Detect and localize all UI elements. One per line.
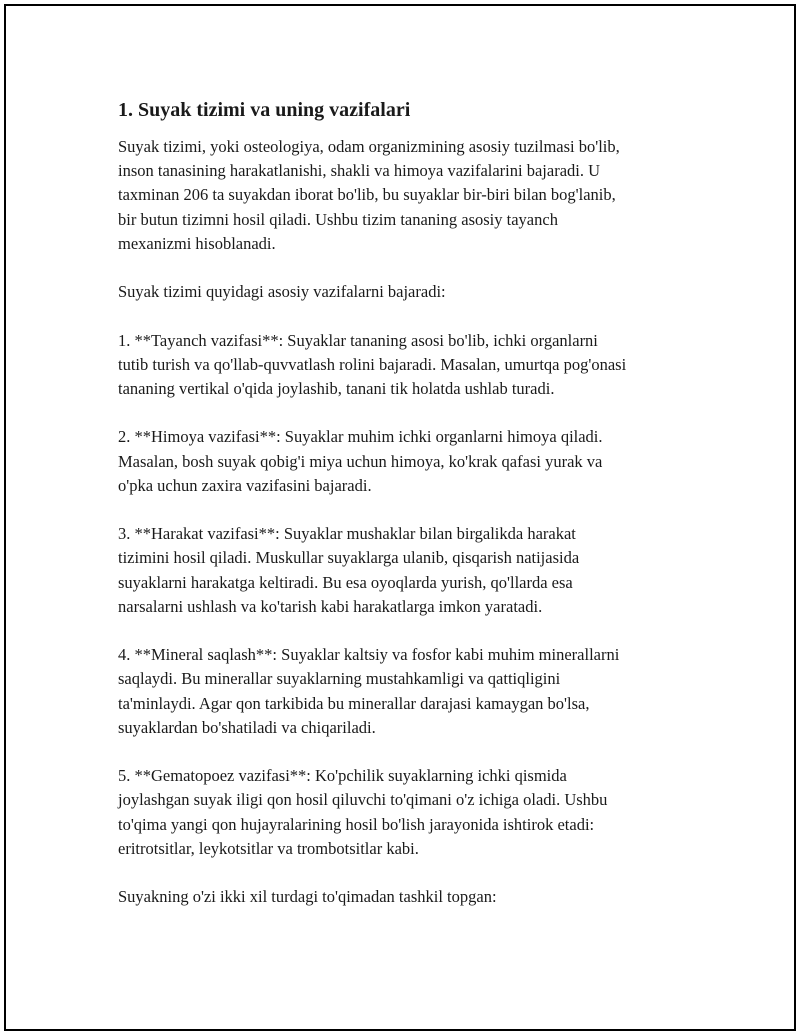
function-item-support: 1. **Tayanch vazifasi**: Suyaklar tananing asosi bo'lib, ichki organlarni tutib turish va qo'llab-quvvatlash rolini bajaradi. Masalan, umurtqa pog'onasi tananing vertikal o'qida joylashib, tanani tik holatda ushlab turadi. (118, 330, 627, 398)
intro-paragraph: Suyak tizimi, yoki osteologiya, odam organizmining asosiy tuzilmasi bo'lib, inson tanasining harakatlanishi, shakli va himoya vazifalarini bajaradi. U taxminan 206 ta suyakdan iborat bo'lib, bu suyaklar bir-biri bilan bog'lanib, bir butun tizimni hosil qiladi. Ushbu tizim tananing asosiy tayanch mexanizmi hisoblanadi. (118, 137, 620, 253)
function-item-mineral-storage: 4. **Mineral saqlash**: Suyaklar kaltsiy va fosfor kabi muhim minerallarni saqlaydi. Bu minerallar suyaklarning mustahkamligi va qattiqligini ta'minlaydi. Agar qon tarkibida bu minerallar darajasi kamaygan bo'lsa, suyaklardan bo'shatiladi va chiqariladi. (118, 645, 620, 737)
section-heading: 1. Suyak tizimi va uning vazifalari (118, 99, 411, 121)
function-item-hematopoiesis: 5. **Gematopoez vazifasi**: Ko'pchilik suyaklarning ichki qismida joylashgan suyak iligi qon hosil qiluvchi to'qimani o'z ichiga oladi. Ushbu to'qima yangi qon hujayralarining hosil bo'lish jarayonida ishtirok etadi: eritrotsitlar, leykotsitlar va trombotsitlar kabi. (118, 766, 608, 858)
function-item-protection: 2. **Himoya vazifasi**: Suyaklar muhim ichki organlarni himoya qiladi. Masalan, bosh suyak qobig'i miya uchun himoya, ko'krak qafasi yurak va o'pka uchun zaxira vazifasini bajaradi. (118, 427, 603, 495)
document-page (4, 4, 796, 1031)
closing-paragraph: Suyakning o'zi ikki xil turdagi to'qimadan tashkil topgan: (118, 887, 497, 907)
functions-lead-paragraph: Suyak tizimi quyidagi asosiy vazifalarni bajaradi: (118, 282, 446, 302)
function-item-movement: 3. **Harakat vazifasi**: Suyaklar mushaklar bilan birgalikda harakat tizimini hosil qiladi. Muskullar suyaklarga ulanib, qisqarish natijasida suyaklarni harakatga keltiradi. Bu esa oyoqlarda yurish, qo'llarda esa narsalarni ushlash va ko'tarish kabi harakatlarga imkon yaratadi. (118, 524, 580, 616)
document-body (118, 98, 698, 934)
